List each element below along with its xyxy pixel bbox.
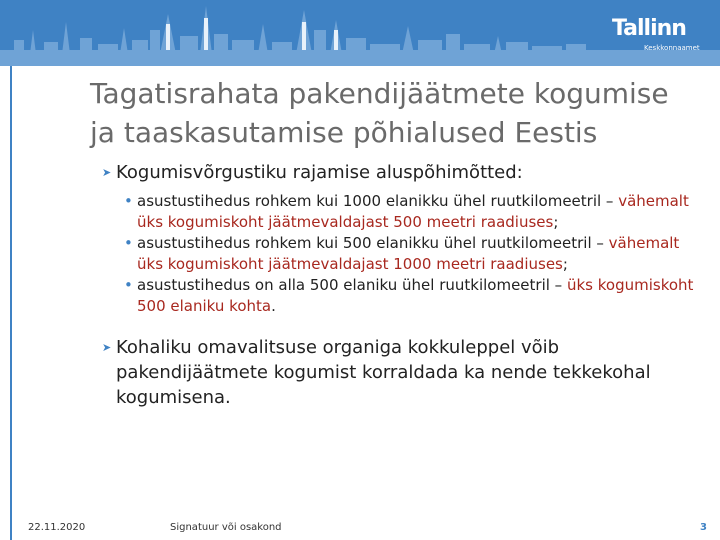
sub-bullet-list: [102, 191, 702, 317]
bullet-dot-icon: •: [124, 192, 133, 210]
bullet-text: Kohaliku omavalitsuse organiga kokkuleppel võib pakendijäätmete kogumist korraldada ka nende tekkekohal kogumisena.: [116, 337, 651, 408]
sub-bullet-punctuation: ;: [553, 213, 559, 231]
sub-bullet-text: asustustihedus rohkem kui 500 elanikku ühel ruutkilomeetril –: [137, 234, 609, 252]
logo-subtitle: Keskkonnaamet: [644, 44, 700, 52]
sub-bullet-emphasis: üks kogumiskoht 500 elaniku kohta: [137, 276, 694, 315]
sub-bullet-text: asustustihedus rohkem kui 1000 elanikku ühel ruutkilomeetril –: [137, 192, 619, 210]
sub-bullet-emphasis: vähemalt üks kogumiskoht jäätmevaldajast 500 meetri raadiuses: [137, 192, 689, 231]
footer-signature: Signatuur või osakond: [170, 522, 282, 533]
slide-title-line-1: Tagatisrahata pakendijäätmete kogumise: [90, 77, 669, 110]
bullet-collection-network: [102, 160, 702, 185]
bullet-dot-icon: •: [124, 276, 133, 294]
bullet-arrow-icon: ➤: [102, 341, 112, 354]
sub-bullet-item: [124, 233, 702, 275]
sub-bullet-emphasis: vähemalt üks kogumiskoht jäätmevaldajast 1000 meetri raadiuses: [137, 234, 680, 273]
page-number: 3: [700, 522, 707, 533]
sub-bullet-item: [124, 191, 702, 233]
slide-title-line-2: ja taaskasutamise põhialused Eestis: [90, 116, 598, 149]
bullet-text: Kogumisvõrgustiku rajamise aluspõhimõtted:: [116, 162, 523, 183]
slide-body: [102, 160, 702, 416]
sub-bullet-punctuation: .: [271, 297, 276, 315]
tallinn-logo: [612, 18, 710, 58]
sub-bullet-punctuation: ;: [562, 255, 568, 273]
sub-bullet-item: [124, 275, 702, 317]
slide-title: [90, 74, 710, 152]
bullet-arrow-icon: ➤: [102, 166, 112, 179]
bullet-dot-icon: •: [124, 234, 133, 252]
footer-date: 22.11.2020: [28, 522, 86, 533]
logo-wordmark: Tallinn: [612, 16, 686, 41]
bullet-local-government: [102, 335, 702, 410]
header-banner: [0, 0, 720, 66]
left-accent-line: [10, 66, 12, 540]
sub-bullet-text: asustustihedus on alla 500 elaniku ühel ruutkilomeetril –: [137, 276, 567, 294]
